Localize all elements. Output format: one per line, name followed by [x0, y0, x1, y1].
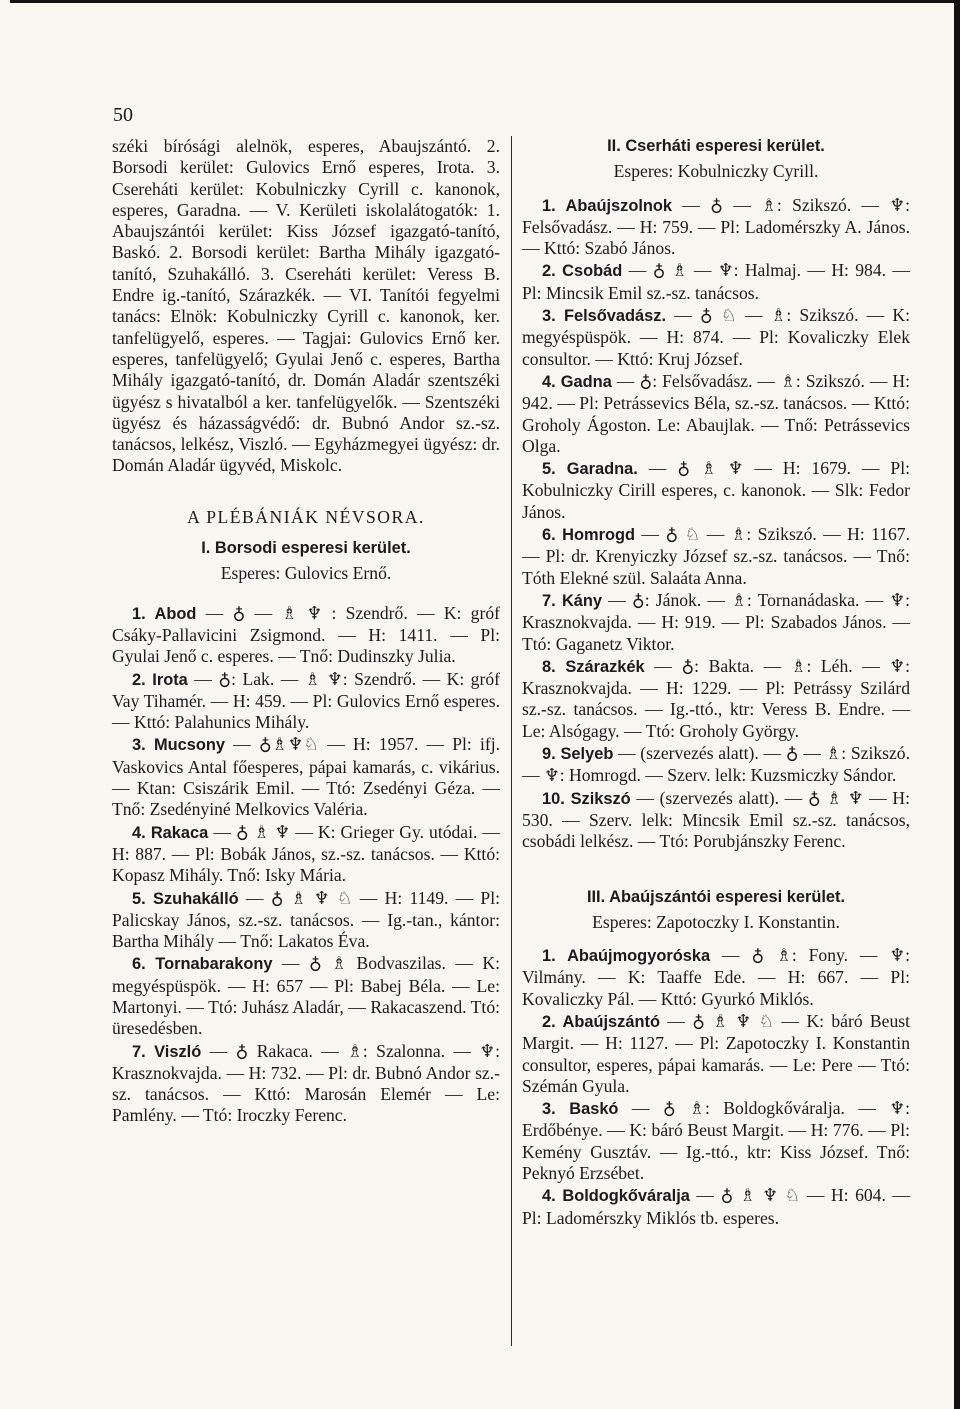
- parish-name: 1. Abaújszolnok: [542, 196, 673, 215]
- district-title-borsodi: I. Borsodi esperesi kerület.: [201, 539, 411, 558]
- parish-details: — ♁ ♘ — ♗: Szikszó. — H: 1167. — Pl: dr. Krenyiczky József sz.-sz. tanácsos. — Tnő: Tóth Elekné szül. Salaáta Anna.: [522, 524, 910, 588]
- parish-name: 5. Szuhakálló: [132, 889, 239, 908]
- parish-name: 1. Abaújmogyoróska: [542, 947, 711, 966]
- parish-name: 2. Irota: [132, 670, 188, 689]
- parish-name: 6. Tornabarakony: [132, 955, 273, 974]
- parish-details: — ♁ ♗: Fony. — ♆: Vilmány. — K: Taaffe Ede. — H: 667. — Pl: Kovaliczky Pál. — Kttó: Gyurkó Miklós.: [522, 945, 911, 1009]
- parish-details: — ♁ ♗ ♆ ♘ — K: báró Beust Margit. — H: 1127. — Pl: Zapotoczky I. Konstantin consultor, esperes, pápai kamarás. — Le: Pere — Ttó: Szémán Gyula.: [522, 1010, 910, 1096]
- parish-name: 1. Abod: [132, 604, 197, 623]
- parish-name: 9. Selyeb: [542, 745, 614, 764]
- parish-details: — ♁ ♗: Boldogkőváralja. — ♆: Erdőbénye. — K: báró Beust Margit. — H: 776. — Pl: Kemény Gusztáv. — Ig.-ttó., ktr: Kiss József. Tnő: Peknyó Erzsébet.: [522, 1098, 911, 1184]
- column-divider: [511, 136, 512, 1346]
- intro-paragraph: széki bírósági alelnök, esperes, Abaujszántó. 2. Borsodi kerület: Gulovics Ernő esperes, Irota. 3. Csereháti kerület: Kobulniczky Cyrill c. kanonok, esperes, Garadna. — V. Kerületi iskolalátogatók: 1. Abaujszántói kerület: Kiss József igazgató-tanító, Baskó. 2. Borsodi kerület: Bartha Mihály igazgató-tanító, Szuhakálló. 3. Csereháti kerület: Veress B. Endre ig.-tanító, Szárazkék. — VI. Tanítói fegyelmi tanács: Elnök: Kobulniczky Cyrill c. kanonok, ker. tanfelügyelő, esperes. — Tagjai: Gulovics Ernő ker. esperes, tanfelügyelő; Gyulai Jenő c. esperes, Bartha Mihály igazgató-tanító, dr. Domán Aladár szentszéki ügyész s hivatalból a ker. tanfelügyelők. — Szentszéki ügyész és házasságvédő: dr. Bubnó Andor sz.-sz. tanácsos, lelkész, Viszló. — Egyházmegyei ügyész: dr. Domán Aladár ügyvéd, Miskolc.: [112, 136, 500, 476]
- parish-details: — ♁: Lak. — ♗ ♆: Szendrő. — K: gróf Vay Tihamér. — H: 459. — Pl: Gulovics Ernő esperes. — Kttó: Palahunics Mihály.: [112, 668, 500, 733]
- parish-entry: [112, 888, 500, 953]
- parish-entry: [522, 656, 910, 742]
- parish-entry: [522, 1185, 910, 1229]
- parish-list-borsodi: [112, 603, 500, 1127]
- district-dean-borsodi: Esperes: Gulovics Ernő.: [220, 563, 392, 584]
- parish-entry: [522, 260, 910, 304]
- district-title-csereháti: II. Cserháti esperesi kerület.: [607, 137, 825, 155]
- section-title: A PLÉBÁNIÁK NÉVSORA.: [187, 506, 425, 527]
- parish-details: — ♁ ♗ ♆ — H: 1679. — Pl: Kobulniczky Cirill esperes, c. kanonok. — Slk: Fedor János.: [522, 458, 910, 522]
- district-dean-abaujszantoi: Esperes: Zapotoczky I. Konstantin.: [592, 911, 840, 932]
- parish-name: 6. Homrogd: [542, 526, 636, 545]
- right-edge-shadow: [954, 0, 960, 1409]
- parish-name: 4. Boldogkőváralja: [542, 1187, 690, 1206]
- parish-entry: [522, 1011, 910, 1097]
- parish-list-csereháti: [522, 195, 910, 853]
- parish-details: — ♁ ♗ Bodvaszilas. — K: megyéspüspök. — H: 657 — Pl: Babej Béla. — Le: Martonyi. — Ttó: Juhász Aladár, — Rakacaszend. Ttó: üresedésben.: [112, 953, 500, 1039]
- left-column: [112, 136, 500, 1128]
- parish-details: — ♁: Jánok. — ♗: Tornanádaska. — ♆: Krasznokvajda. — H: 919. — Pl: Szabados János. — Ttó: Gaganetz Viktor.: [522, 589, 910, 654]
- parish-details: — ♁ ♘ — ♗: Szikszó. — K: megyéspüspök. — H: 874. — Pl: Kovaliczky Elek consultor. — Kttó: Kruj József.: [522, 305, 910, 369]
- parish-entry: [112, 953, 500, 1039]
- parish-entry: [522, 788, 910, 853]
- parish-name: 10. Szikszó: [542, 789, 631, 808]
- parish-name: 4. Rakaca: [132, 823, 209, 842]
- parish-details: — ♁ ♗ ♆ — K: Grieger Gy. utódai. — H: 887. — Pl: Bobák János, sz.-sz. tanácsos. — Kttó: Kopasz Mihály. Tnő: Isky Mária.: [112, 821, 501, 886]
- top-edge-rule: [10, 0, 960, 3]
- parish-entry: [112, 603, 500, 668]
- parish-details: — (szervezés alatt). — ♁ ♗ ♆ — H: 530. — Szerv. lelk: Mincsik Emil sz.-sz. tanácsos, csobádi lelkész. — Ttó: Porubjánszky Ferenc.: [522, 787, 910, 852]
- district-title-abaujszantoi: III. Abaújszántói esperesi kerület.: [586, 887, 846, 906]
- parish-name: 3. Mucsony: [132, 736, 226, 755]
- parish-entry: [522, 458, 910, 523]
- parish-details: — ♁♗♆♘ — H: 1957. — Pl: ifj. Vaskovics Antal főesperes, pápai kamarás, c. vikárius. — Ktan: Csiszárik Emil. — Ttó: Zsedényi Géza. — Tnő: Zsedényiné Melkovics Valéria.: [112, 734, 501, 820]
- page-number: 50: [113, 104, 133, 126]
- parish-name: 2. Abaújszántó: [542, 1012, 660, 1031]
- parish-entry: [112, 669, 500, 734]
- parish-entry: [112, 734, 500, 820]
- parish-details: — ♁ — ♗: Szikszó. — ♆: Felsővadász. — H: 759. — Pl: Ladomérszky A. János. — Kttó: Szabó János.: [522, 194, 910, 259]
- parish-name: 2. Csobád: [542, 262, 623, 281]
- parish-name: 5. Garadna.: [542, 460, 638, 479]
- parish-details: — ♁: Felsővadász. — ♗: Szikszó. — H: 942. — Pl: Petrássevics Béla, sz.-sz. tanácsos. — Kttó: Groholy Ágoston. Le: Abaujlak. — Tnő: Petrássevics Olga.: [522, 370, 911, 456]
- parish-entry: [522, 305, 910, 370]
- parish-details: — ♁ Rakaca. — ♗: Szalonna. — ♆: Krasznokvajda. — H: 732. — Pl: dr. Bubnó Andor sz.-sz. tanácsos. — Kttó: Marosán Elemér — Le: Pamlény. — Ttó: Iroczky Ferenc.: [112, 1040, 500, 1126]
- parish-name: 4. Gadna: [542, 372, 612, 391]
- district-dean-csereháti: Esperes: Kobulniczky Cyrill.: [613, 161, 819, 182]
- right-column: [522, 136, 910, 1230]
- parish-name: 3. Baskó: [542, 1100, 619, 1119]
- parish-name: 3. Felsővadász.: [542, 307, 667, 326]
- parish-entry: [112, 1041, 500, 1127]
- parish-details: — ♁ ♗ ♆ ♘ — H: 1149. — Pl: Palicskay János, sz.-sz. tanácsos. — Ig.-tan., kántor: Bartha Mihály — Tnő: Lakatos Éva.: [112, 887, 500, 952]
- parish-details: — ♁ ♗ ♆ ♘ — H: 604. — Pl: Ladomérszky Miklós tb. esperes.: [522, 1185, 910, 1228]
- parish-entry: [522, 945, 910, 1010]
- parish-list-abaujszantoi: [522, 945, 910, 1229]
- parish-name: 7. Kány: [542, 591, 603, 610]
- parish-entry: [522, 743, 910, 787]
- parish-entry: [522, 590, 910, 655]
- parish-details: — ♁: Bakta. — ♗: Léh. — ♆: Krasznokvajda. — H: 1229. — Pl: Petrássy Szilárd sz.-sz. tanácsos. — Ig.-ttó., ktr: Veress B. Endre. — Le: Alsógagy. — Ttó: Groholy György.: [522, 655, 910, 741]
- parish-entry: [522, 524, 910, 589]
- parish-entry: [522, 371, 910, 457]
- parish-details: — ♁ — ♗ ♆ : Szendrő. — K: gróf Csáky-Pallavicini Zsigmond. — H: 1411. — Pl: Gyulai Jenő c. esperes. — Tnő: Dudinszky Julia.: [112, 602, 500, 667]
- parish-entry: [522, 195, 910, 260]
- parish-name: 7. Viszló: [132, 1042, 202, 1061]
- parish-entry: [112, 822, 500, 887]
- parish-name: 8. Szárazkék: [542, 657, 645, 676]
- parish-entry: [522, 1098, 910, 1184]
- parish-details: — (szervezés alatt). — ♁ — ♗: Szikszó. — ♆: Homrogd. — Szerv. lelk: Kuzsmiczky Sándor.: [522, 743, 910, 786]
- parish-details: — ♁ ♗ — ♆: Halmaj. — H: 984. — Pl: Mincsik Emil sz.-sz. tanácsos.: [522, 260, 910, 303]
